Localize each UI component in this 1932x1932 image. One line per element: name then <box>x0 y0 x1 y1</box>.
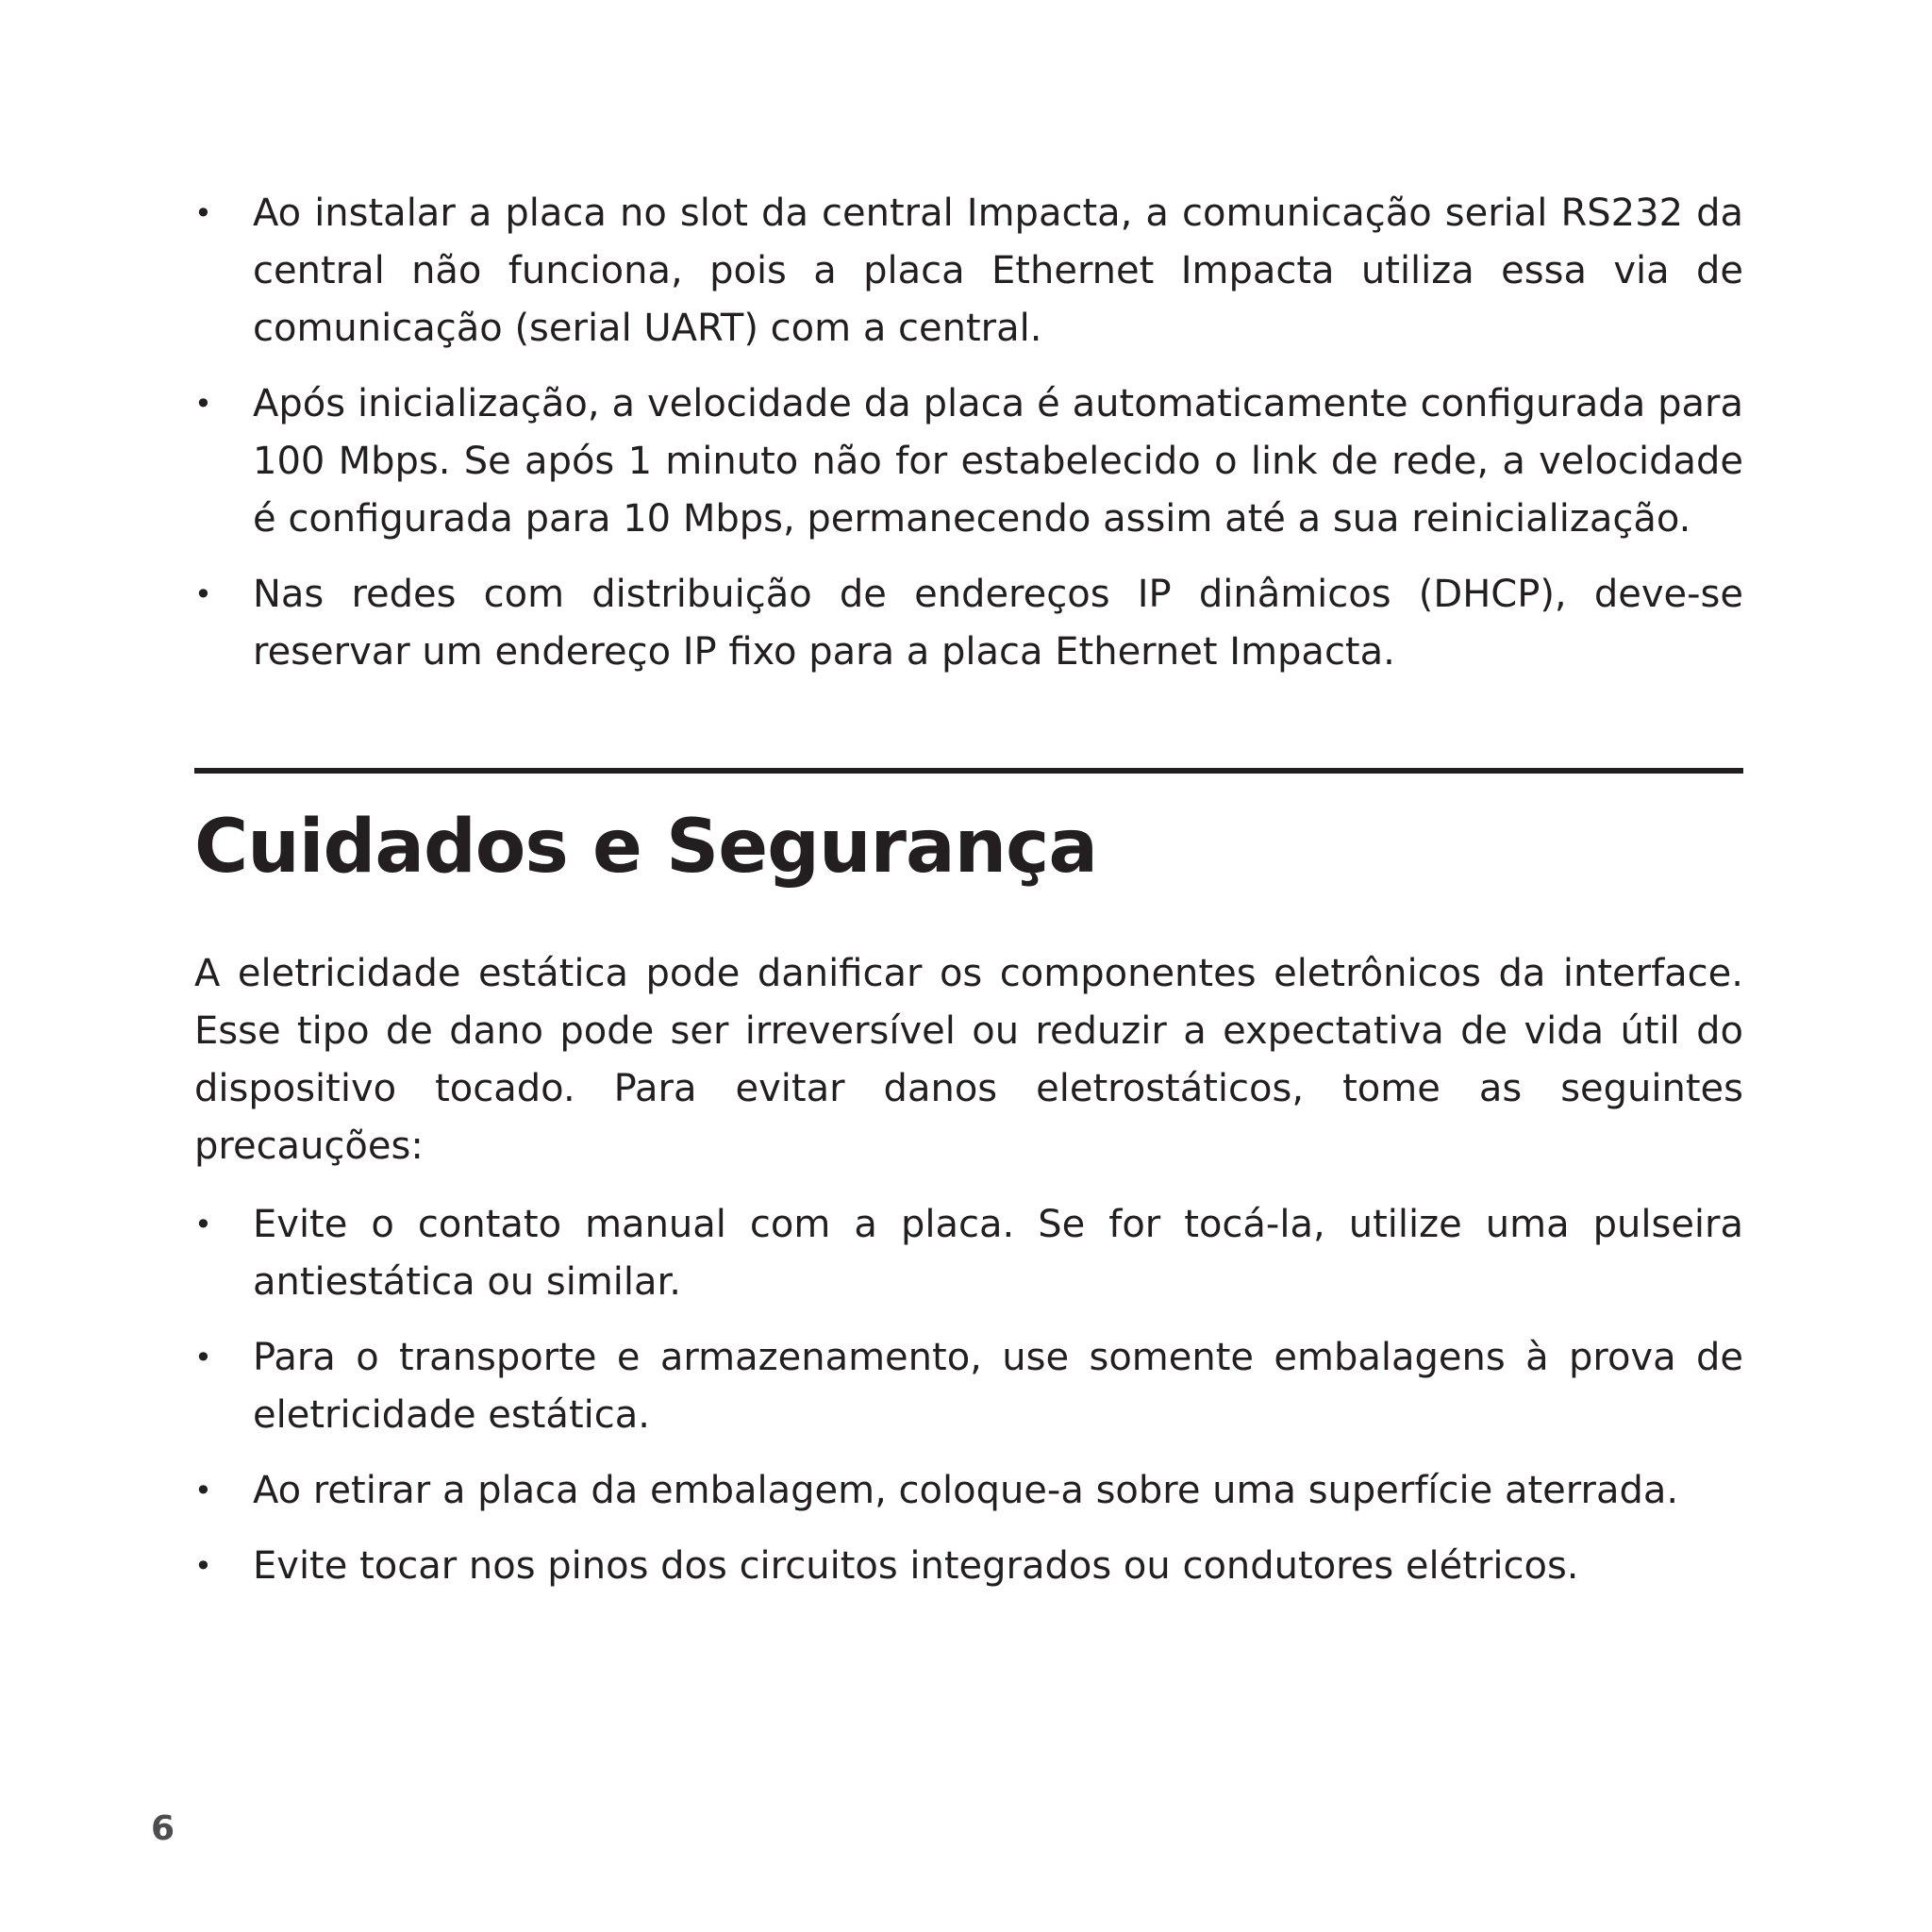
list-item <box>194 375 1743 548</box>
list-item-text: Ao instalar a placa no slot da central Impacta, a comunicação serial RS232 da central não funciona, pois a placa Ethernet Impacta utiliza essa via de comunicação (serial UART) com a central. <box>253 192 1743 350</box>
list-item-text: Evite tocar nos pinos dos circuitos integrados ou condutores elétricos. <box>253 1544 1579 1588</box>
page-number: 6 <box>151 1809 175 1848</box>
bullet-icon: • <box>194 1340 212 1375</box>
list-item <box>194 1538 1743 1595</box>
bullet-icon: • <box>194 1207 212 1242</box>
list-item <box>194 1462 1743 1520</box>
section-intro: A eletricidade estática pode danificar os componentes eletrônicos da interface. Esse tipo de dano pode ser irreversível ou reduzir a expectativa de vida útil do dispositivo tocado. Para evitar danos eletrostáticos, tome as seguintes precauções: <box>194 952 1743 1168</box>
list-item <box>194 1196 1743 1311</box>
bullet-icon: • <box>194 576 212 612</box>
section-divider <box>194 768 1743 774</box>
list-item-text: Após inicialização, a velocidade da placa é automaticamente configurada para 100 Mbps. Se após 1 minuto não for estabelecido o link de rede, a velocidade é configurada para 10 Mbps, permanecendo assim até a sua reinicialização. <box>253 382 1743 541</box>
list-item-text: Ao retirar a placa da embalagem, coloque-a sobre uma superfície aterrada. <box>253 1469 1679 1512</box>
section-title: Cuidados e Segurança <box>194 805 1097 890</box>
bullet-icon: • <box>194 1473 212 1508</box>
bullet-icon: • <box>194 1548 212 1584</box>
bullet-icon: • <box>194 386 212 422</box>
bullet-icon: • <box>194 195 212 231</box>
list-item <box>194 1329 1743 1444</box>
list-item-text: Evite o contato manual com a placa. Se for tocá-la, utilize uma pulseira antiestática ou similar. <box>253 1203 1743 1304</box>
top-bullet-list <box>194 185 1743 681</box>
list-item-text: Para o transporte e armazenamento, use somente embalagens à prova de eletricidade estática. <box>253 1336 1743 1437</box>
list-item-text: Nas redes com distribuição de endereços IP dinâmicos (DHCP), deve-se reservar um endereço IP fixo para a placa Ethernet Impacta. <box>253 573 1743 674</box>
top-bullet-list-container <box>194 185 1743 699</box>
precautions-list <box>194 1196 1743 1595</box>
list-item <box>194 185 1743 358</box>
section-body <box>194 945 1743 1613</box>
list-item <box>194 566 1743 681</box>
